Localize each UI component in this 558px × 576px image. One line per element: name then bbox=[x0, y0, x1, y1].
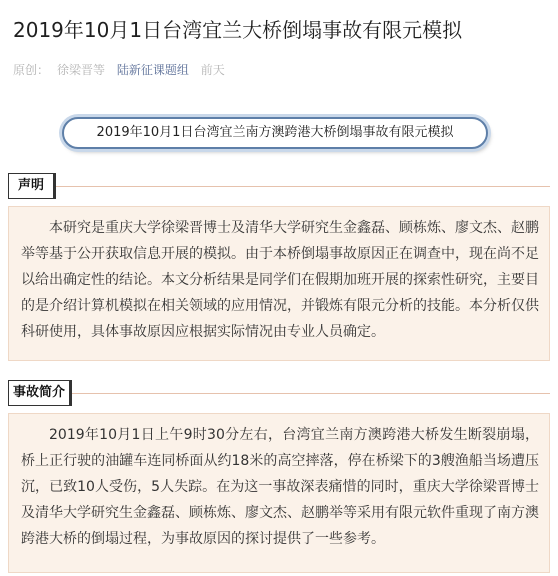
summary-text: 2019年10月1日上午9时30分左右，台湾宜兰南方澳跨港大桥发生断裂崩塌，桥上正行驶的油罐车连同桥面从约18米的高空摔落，停在桥梁下的3艘渔船当场遭压沉，已致10人受伤，5人失踪。在为这一事故深表痛惜的同时，重庆大学徐梁晋博士及清华大学研究生金鑫磊、顾栋炼、廖文杰、赵鹏举等采用有限元软件重现了南方澳跨港大桥的倒塌过程，为事故原因的探讨提供了一些参考。 bbox=[21, 427, 539, 547]
summary-divider bbox=[8, 393, 550, 394]
banner-title: 2019年10月1日台湾宜兰南方澳跨港大桥倒塌事故有限元模拟 bbox=[62, 117, 488, 149]
summary-box bbox=[8, 413, 550, 573]
summary-heading: 事故简介 bbox=[8, 380, 72, 406]
publish-time: 前天 bbox=[200, 63, 225, 77]
statement-divider bbox=[8, 186, 550, 187]
article-title: 2019年10月1日台湾宜兰大桥倒塌事故有限元模拟 bbox=[13, 18, 463, 42]
statement-text: 本研究是重庆大学徐梁晋博士及清华大学研究生金鑫磊、顾栋炼、廖文杰、赵鹏举等基于公开获取信息开展的模拟。由于本桥倒塌事故原因正在调查中，现在尚不足以给出确定性的结论。本文分析结果是同学们在假期加班开展的探索性研究，主要目的是介绍计算机模拟在相关领域的应用情况，并锻炼有限元分析的技能。本分析仅供科研使用，具体事故原因应根据实际情况由专业人员确定。 bbox=[21, 220, 539, 340]
account-name-link[interactable]: 陆新征课题组 bbox=[116, 63, 189, 77]
statement-heading: 声明 bbox=[8, 173, 56, 199]
author-name[interactable]: 徐梁晋等 bbox=[57, 63, 106, 77]
statement-box bbox=[8, 206, 550, 361]
article-meta bbox=[13, 62, 233, 78]
original-label: 原创： bbox=[13, 63, 50, 77]
